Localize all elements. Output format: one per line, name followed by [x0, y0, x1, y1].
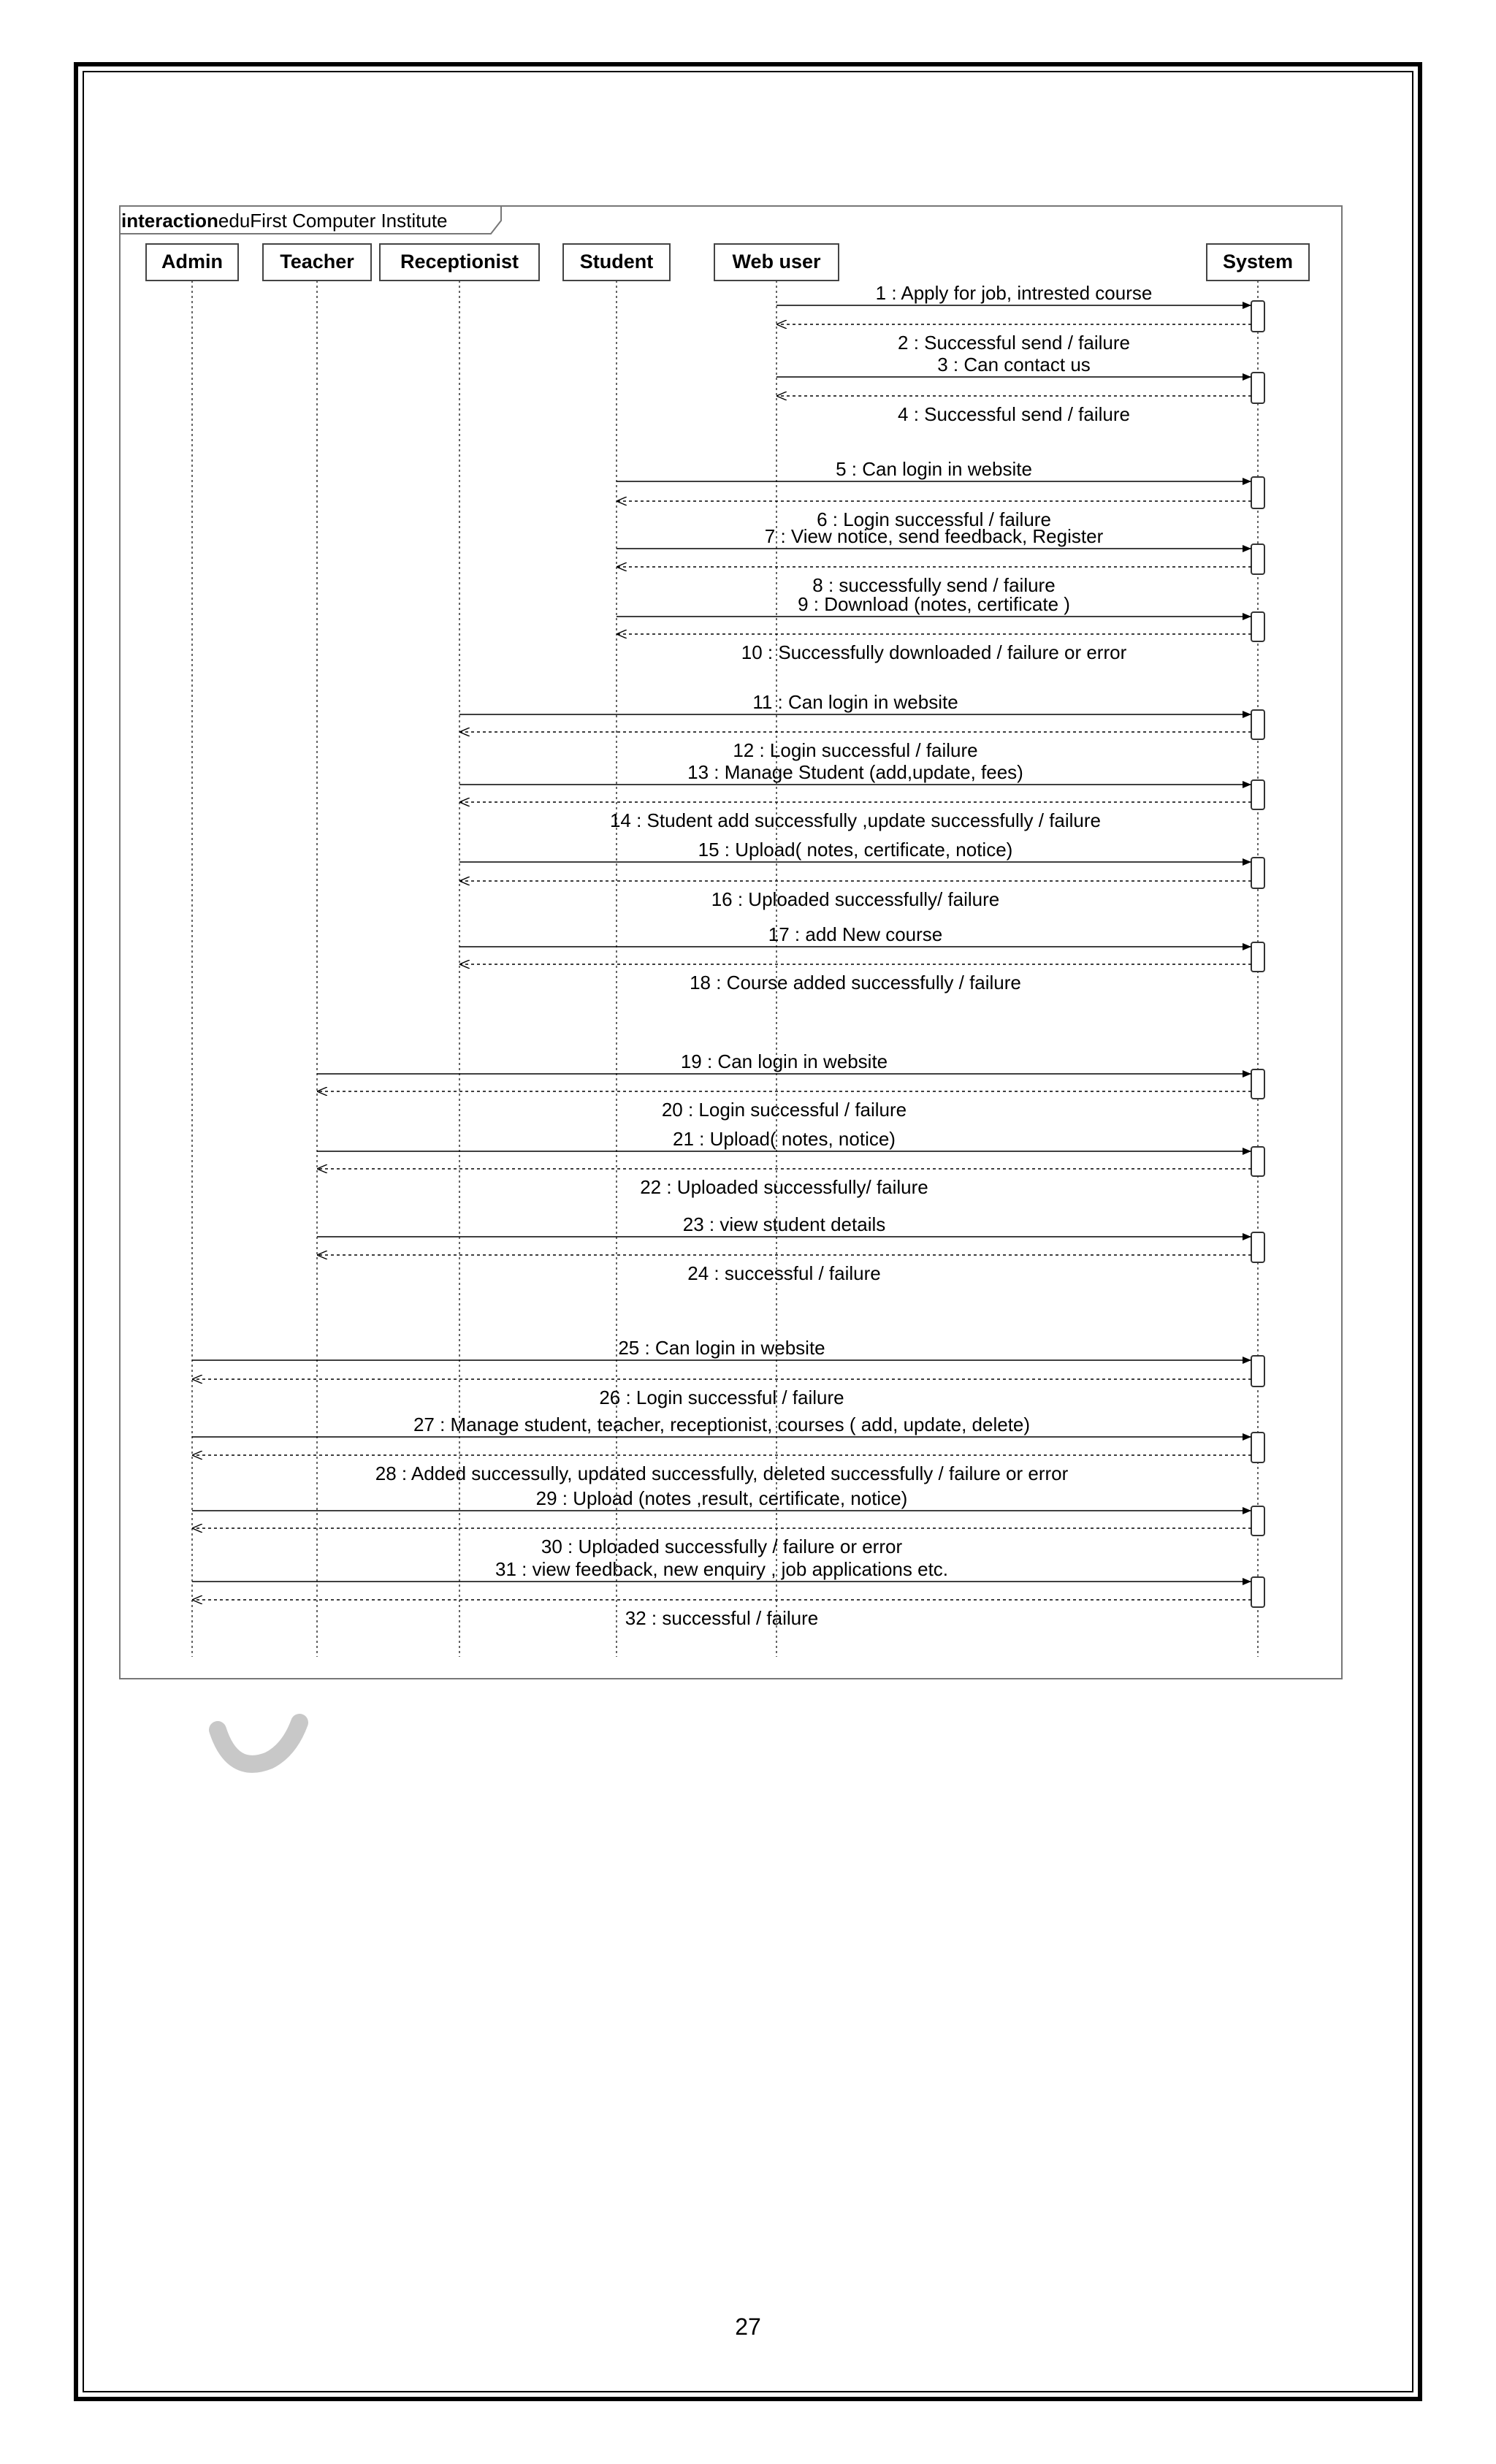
lifeline-label-admin: Admin — [161, 251, 223, 272]
reply-label: 26 : Login successful / failure — [599, 1387, 844, 1408]
lifeline-label-teacher: Teacher — [280, 251, 354, 272]
activation-bar — [1251, 710, 1264, 739]
reply-label: 18 : Course added successfully / failure — [690, 972, 1021, 993]
lifeline-label-receptionist: Receptionist — [400, 251, 519, 272]
lifeline-label-webuser: Web user — [732, 251, 821, 272]
messages — [192, 282, 1251, 1629]
message-label: 15 : Upload( notes, certificate, notice) — [698, 839, 1013, 861]
message-label: 5 : Can login in website — [836, 458, 1032, 480]
activation-bar — [1251, 1433, 1264, 1462]
reply-label: 22 : Uploaded successfully/ failure — [640, 1176, 928, 1198]
lifeline-label-system: System — [1222, 251, 1294, 272]
activation-bar — [1251, 1506, 1264, 1536]
reply-label: 8 : successfully send / failure — [812, 574, 1056, 596]
watermark-arc — [218, 1723, 299, 1764]
reply-label: 30 : Uploaded successfully / failure or error — [541, 1536, 903, 1557]
activation-bar — [1251, 477, 1264, 508]
lifeline-label-student: Student — [579, 251, 654, 272]
reply-label: 6 : Login successful / failure — [817, 508, 1051, 530]
reply-label: 4 : Successful send / failure — [898, 403, 1130, 425]
activation-bar — [1251, 1356, 1264, 1387]
message-label: 11 : Can login in website — [752, 691, 958, 713]
activation-bar — [1251, 373, 1264, 403]
message-label: 25 : Can login in website — [618, 1337, 825, 1359]
message-label: 17 : add New course — [768, 923, 943, 945]
message-label: 3 : Can contact us — [937, 354, 1091, 375]
reply-label: 20 : Login successful / failure — [661, 1099, 907, 1121]
activation-bar — [1251, 1232, 1264, 1262]
message-label: 19 : Can login in website — [680, 1050, 888, 1072]
reply-label: 14 : Student add successfully ,update successfully / failure — [609, 809, 1102, 831]
reply-label: 32 : successful / failure — [625, 1607, 819, 1629]
activation-bar — [1251, 942, 1264, 972]
activation-bar — [1251, 858, 1264, 888]
reply-label: 16 : Uploaded successfully/ failure — [711, 888, 1000, 910]
message-label: 29 : Upload (notes ,result, certificate, notice) — [535, 1487, 908, 1509]
activation-bar — [1251, 780, 1264, 809]
frame-name: eduFirst Computer Institute — [218, 210, 448, 232]
message-label: 27 : Manage student, teacher, receptionist, courses ( add, update, delete) — [413, 1414, 1031, 1435]
frame-label — [121, 210, 448, 232]
reply-label: 28 : Added successully, updated successfully, deleted successfully / failure or error — [375, 1462, 1069, 1484]
activation-bar — [1251, 544, 1264, 574]
message-label: 21 : Upload( notes, notice) — [673, 1128, 896, 1150]
reply-label: 2 : Successful send / failure — [898, 332, 1130, 354]
message-label: 7 : View notice, send feedback, Register — [764, 525, 1104, 547]
reply-label: 10 : Successfully downloaded / failure or error — [741, 641, 1127, 663]
frame-keyword: interaction — [121, 210, 218, 232]
lifelines — [146, 244, 1309, 1657]
activation-bar — [1251, 1069, 1264, 1099]
message-label: 31 : view feedback, new enquiry , job applications etc. — [495, 1558, 949, 1580]
reply-label: 24 : successful / failure — [687, 1262, 881, 1284]
activation-bar — [1251, 301, 1264, 332]
page-number: 27 — [735, 2314, 761, 2340]
message-label: 9 : Download (notes, certificate ) — [798, 593, 1070, 615]
message-label: 13 : Manage Student (add,update, fees) — [687, 761, 1023, 783]
message-label: 23 : view student details — [682, 1213, 886, 1235]
interaction-frame — [120, 206, 1342, 1679]
message-label: 1 : Apply for job, intrested course — [875, 282, 1153, 304]
activation-bar — [1251, 612, 1264, 641]
activation-bar — [1251, 1147, 1264, 1176]
activation-bar — [1251, 1577, 1264, 1607]
reply-label: 12 : Login successful / failure — [733, 739, 978, 761]
